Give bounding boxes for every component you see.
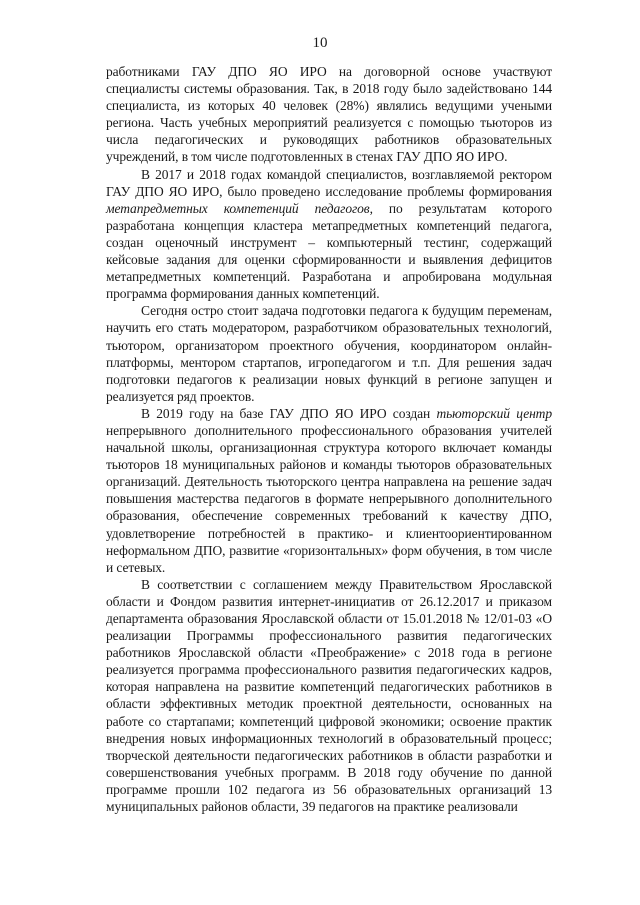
- paragraph-text: В 2019 году на базе ГАУ ДПО ЯО ИРО создан: [141, 405, 437, 421]
- paragraph-text: Сегодня остро стоит задача подготовки педагога к будущим переменам, научить его стать модератором, разработчиком образовательных технологий, тьютором, организатором проектного обучения, координатором онлайн-платформы, ментором стартапов, игропедагогом и т.п. Для решения задач подготовки педагогов к реализации новых функций в регионе запущен и реализуется ряд проектов.: [106, 303, 552, 404]
- paragraph-text: В 2017 и 2018 годах командой специалистов, возглавляемой ректором ГАУ ДПО ЯО ИРО, было проведено исследование проблемы формирования: [106, 166, 552, 199]
- paragraph-text: работниками ГАУ ДПО ЯО ИРО на договорной основе участвуют специалисты системы образования. Так, в 2018 году было задействовано 144 специалиста, из которых 40 человек (28%) являлись ведущими учеными региона. Часть учебных мероприятий реализуется с помощью тьюторов из числа педагогических и руководящих работников образовательных учреждений, в том числе подготовленных в стенах ГАУ ДПО ЯО ИРО.: [106, 64, 552, 165]
- emphasized-term: тьюторский центр: [436, 405, 552, 421]
- paragraph: [106, 166, 552, 303]
- page-number: 10: [312, 35, 328, 51]
- paragraph-text: непрерывного дополнительного профессионального образования учителей начальной школы, организационная структура которого включает команды тьюторов 18 муниципальных районов и команды тьюторов образовательных организаций. Деятельность тьюторского центра направлена на решение задач повышения мастерства педагогов в формате непрерывного дополнительного образования, обеспечение современных требований к качеству ДПО, удовлетворение потребностей в практико- и клиентоориентированном неформальном ДПО, развитие «горизонтальных» форм обучения, в том числе и сетевых.: [106, 422, 552, 575]
- paragraph: [106, 405, 552, 576]
- paragraph: [106, 302, 552, 405]
- paragraph: [106, 576, 552, 815]
- paragraph-text: В соответствии с соглашением между Правительством Ярославской области и Фондом развития интернет-инициатив от 26.12.2017 и приказом департамента образования Ярославской области от 15.01.2018 № 12/01-03 «О реализации Программы профессионального развития педагогических работников Ярославской области «Преображение» с 2018 года в регионе реализуется программа профессионального развития педагогических кадров, которая направлена на развитие компетенций педагогических работников в области эффективных методик проектной деятельности, основанных на работе со стартапами; компетенций цифровой экономики; освоение практик внедрения новых информационных технологий в образовательный процесс; творческой деятельности педагогических работников в области разработки и совершенствования учебных программ. В 2018 году обучение по данной программе прошли 102 педагога из 56 образовательных организаций 13 муниципальных районов области, 39 педагогов на практике реализовали: [106, 576, 552, 815]
- paragraph: [106, 63, 552, 166]
- paragraph-text: , по результатам которого разработана концепция кластера метапредметных компетенций педагога, создан оценочный инструмент – компьютерный тестинг, содержащий кейсовые задания для оценки сформированности и выявления дефицитов метапредметных компетенций. Разработана и апробирована модульная программа формирования данных компетенций.: [106, 200, 552, 302]
- emphasized-term: метапредметных компетенций педагогов: [106, 200, 370, 216]
- body-text: [106, 63, 552, 815]
